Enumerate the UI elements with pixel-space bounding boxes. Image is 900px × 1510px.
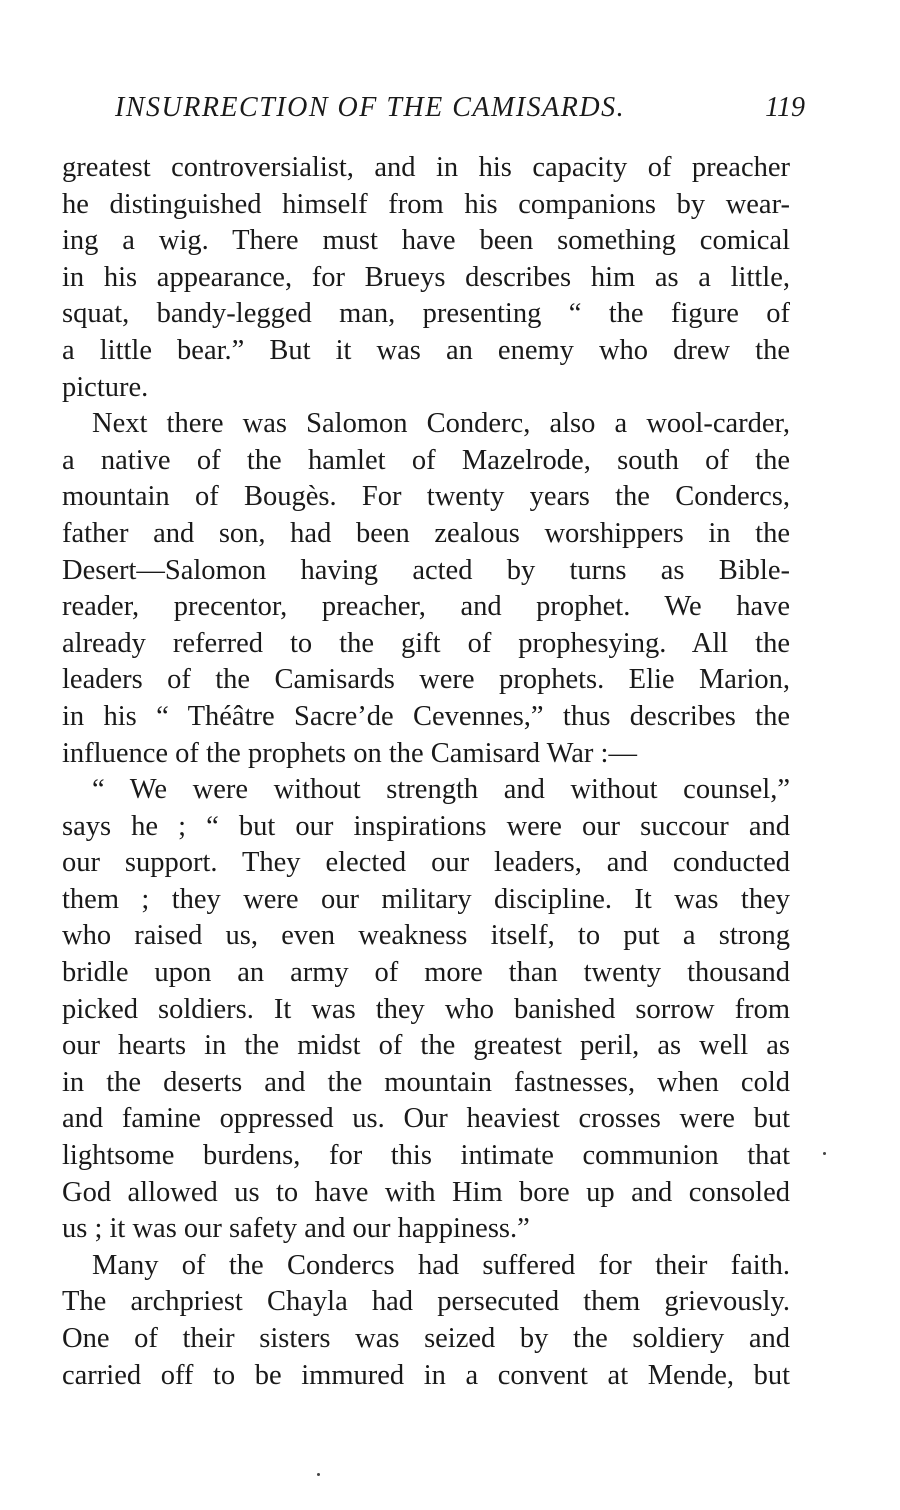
running-header xyxy=(115,88,805,128)
text-line: a native of the hamlet of Mazelrode, south of the xyxy=(62,444,790,476)
text-line: and famine oppressed us. Our heaviest crosses were but xyxy=(62,1103,790,1135)
page-number: 119 xyxy=(765,92,805,123)
paragraph-condercs xyxy=(62,406,790,772)
text-line: them ; they were our military discipline. It was they xyxy=(62,883,790,915)
text-line: The archpriest Chayla had persecuted them grievously. xyxy=(62,1286,790,1318)
text-line: Next there was Salomon Conderc, also a wool-carder, xyxy=(92,408,790,440)
text-line: lightsome burdens, for this intimate communion that xyxy=(62,1140,790,1172)
text-line: leaders of the Camisards were prophets. Elie Marion, xyxy=(62,664,790,696)
text-line: already referred to the gift of prophesying. All the xyxy=(62,627,790,659)
text-line: a little bear.” But it was an enemy who drew the xyxy=(62,334,790,366)
body-text xyxy=(62,150,790,1394)
text-line: picture. xyxy=(62,371,149,403)
text-line: squat, bandy-legged man, presenting “ the figure of xyxy=(62,298,790,330)
text-line: us ; it was our safety and our happiness.” xyxy=(62,1213,530,1245)
text-line: influence of the prophets on the Camisard War :— xyxy=(62,737,637,769)
text-line: Many of the Condercs had suffered for their faith. xyxy=(92,1249,790,1281)
text-line: bridle upon an army of more than twenty thousand xyxy=(62,957,790,989)
text-line: who raised us, even weakness itself, to put a strong xyxy=(62,920,790,952)
text-line: he distinguished himself from his companions by wear- xyxy=(62,188,790,220)
text-line: in the deserts and the mountain fastnesses, when cold xyxy=(62,1066,790,1098)
text-line: in his “ Théâtre Sacre’de Cevennes,” thus describes the xyxy=(62,700,790,732)
text-line: our support. They elected our leaders, and conducted xyxy=(62,847,790,879)
print-speck xyxy=(823,1152,826,1155)
paragraph-persecution xyxy=(62,1248,790,1394)
text-line: reader, precentor, preacher, and prophet. We have xyxy=(62,591,790,623)
text-line: ing a wig. There must have been something comical xyxy=(62,225,790,257)
running-title: INSURRECTION OF THE CAMISARDS. xyxy=(115,92,626,123)
text-line: One of their sisters was seized by the soldiery and xyxy=(62,1323,790,1354)
text-line: God allowed us to have with Him bore up and consoled xyxy=(62,1176,790,1208)
text-line: father and son, had been zealous worshippers in the xyxy=(62,517,790,549)
text-line: picked soldiers. It was they who banished sorrow from xyxy=(62,993,790,1025)
paragraph-wig xyxy=(62,150,790,406)
text-line: mountain of Bougès. For twenty years the Condercs, xyxy=(62,481,790,513)
paragraph-quotation xyxy=(62,772,790,1248)
text-line: “ We were without strength and without counsel,” xyxy=(92,774,790,806)
text-line: in his appearance, for Brueys describes him as a little, xyxy=(62,261,790,293)
text-line: greatest controversialist, and in his capacity of preacher xyxy=(62,152,790,183)
text-line: carried off to be immured in a convent at Mende, but xyxy=(62,1359,790,1391)
text-line: our hearts in the midst of the greatest peril, as well as xyxy=(62,1030,790,1062)
text-line: says he ; “ but our inspirations were our succour and xyxy=(62,810,790,842)
text-line: Desert—Salomon having acted by turns as Bible- xyxy=(62,554,790,586)
print-speck xyxy=(317,1473,320,1476)
